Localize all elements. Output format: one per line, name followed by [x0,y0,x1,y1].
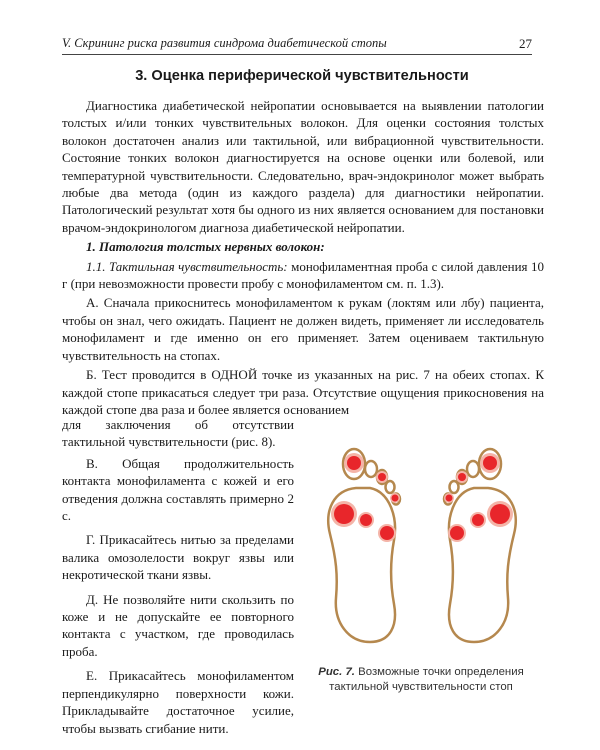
right-point-toe5 [446,495,453,502]
left-toe-2 [365,461,377,477]
step-g-paragraph: Г. Прикасайтесь нитью за пределами валика омозолелости вокруг язвы или некротической ткани язвы. [62,532,294,583]
feet-illustration [304,430,540,660]
caption-label: Рис. 7. [318,666,355,678]
left-point-met3 [360,514,372,526]
left-column [62,416,294,744]
intro-paragraph: Диагностика диабетической нейропатии основывается на выявлении патологии толстых и/или тонких чувствительных волокон. Для оценки состояния толстых волокон достаточен анализ или тактильной, или вибрационной чувствительности. Состояние тонких волокон диагностируется на основе оценки или болевой, или температурной чувствительности. Следовательно, врач-эндокринолог может выбрать любые два метода (один из каждого раздела) для диагностики нейропатии. Патологический результат хотя бы одного из них является основанием для постановки врачом-эндокринологом диагноза диабетической нейропатии. [62,98,544,235]
caption-text: Возможные точки определения тактильной чувствительности стоп [329,666,524,693]
feet-figure [304,430,540,660]
step-e-paragraph: Е. Прикасайтесь монофиламентом перпендикулярно поверхности кожи. Прикладывайте достаточное усилие, чтобы вызвать сгибание нити. [62,668,294,736]
header-rule [62,54,532,55]
right-point-met1 [490,504,510,524]
step-v-paragraph: В. Общая продолжительность контакта монофиламента с кожей и его отведения должна составлять примерно 2 с. [62,455,294,524]
right-point-toe3 [458,473,466,481]
step-b-continuation: для заключения об отсутствии тактильной чувствительности (рис. 8). [62,417,294,450]
left-foot [328,449,400,642]
running-title: V. Скрининг риска развития синдрома диабетической стопы [62,36,387,50]
step-d-paragraph: Д. Не позволяйте нити скользить по коже и не допускайте ее повторного контакта с участком, где проводилась проба. [62,591,294,659]
left-toe-4 [386,481,395,493]
right-toe-2 [467,461,479,477]
tactile-paragraph [62,258,544,293]
right-toe-4 [450,481,459,493]
left-point-met5 [380,526,394,540]
left-point-hallux [347,456,361,470]
right-foot [444,449,516,642]
tactile-label: 1.1. Тактильная чувствительность: [86,258,288,274]
right-point-hallux [483,456,497,470]
step-b-paragraph: Б. Тест проводится в ОДНОЙ точке из указанных на рис. 7 на обеих стопах. К каждой стопе прикасаться следует три раза. Отсутствие ощущения прикосновения на каждой стопе два раза и более является основанием [62,367,544,417]
right-point-met3 [472,514,484,526]
section-title: 3. Оценка периферической чувствительности [135,68,469,84]
main-text [62,97,544,420]
page-number: 27 [519,36,532,51]
test-points [331,453,513,542]
figure-caption [296,665,546,695]
left-point-toe5 [392,495,399,502]
running-header [62,36,532,52]
left-point-toe3 [378,473,386,481]
tactile-text: монофиламентная проба с силой давления 10 г (при невозможности провести пробу с монофиламентом см. п. 1.3). [62,258,544,292]
subheading: 1. Патология толстых нервных волокон: [86,239,325,255]
left-point-met1 [334,504,354,524]
step-a-paragraph: А. Сначала прикоснитесь монофиламентом к рукам (локтям или лбу) пациента, чтобы он знал, чего ожидать. Пациент не должен видеть, применяет ли исследователь монофиламент и где именно он его применяет. Затем оцениваем тактильную чувствительность на стопах. [62,295,544,363]
right-point-met5 [450,526,464,540]
